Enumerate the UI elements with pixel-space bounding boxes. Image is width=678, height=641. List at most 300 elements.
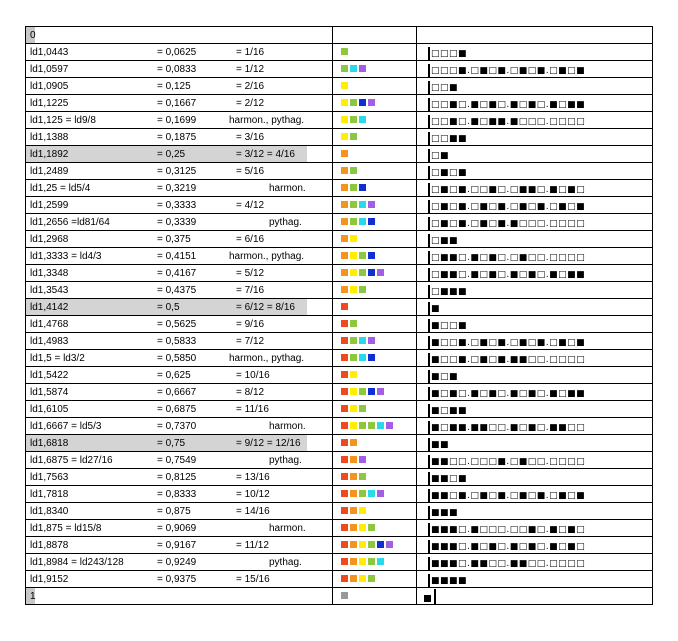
table-row (26, 214, 653, 231)
color-square (377, 388, 384, 395)
color-square (350, 456, 357, 463)
ld-label: ld1,4983 (30, 336, 69, 347)
pattern-cell[interactable] (417, 248, 653, 265)
pattern-text: □■■□.■□■□.□■□□.□□□□ (431, 253, 586, 263)
ratio-note: = 6/12 = 8/16 (236, 302, 295, 313)
start-bar (428, 387, 430, 400)
pattern-text: ■■■■ (431, 576, 468, 586)
ratio-note: = 1/12 (236, 64, 265, 75)
pattern-cell[interactable] (417, 299, 653, 316)
pattern-cell[interactable] (417, 520, 653, 537)
color-square (359, 473, 366, 480)
color-square (341, 133, 348, 140)
fraction-value: = 0,9069 (157, 523, 197, 534)
start-bar (428, 149, 430, 162)
color-square (341, 320, 348, 327)
color-square (350, 541, 357, 548)
color-square (350, 218, 357, 225)
table-row (26, 316, 653, 333)
color-square (350, 65, 357, 72)
color-square (368, 422, 375, 429)
start-bar (428, 217, 430, 230)
color-square (341, 235, 348, 242)
fraction-value: = 0,9167 (157, 540, 197, 551)
color-square (368, 99, 375, 106)
color-square (350, 490, 357, 497)
color-square (359, 65, 366, 72)
ratio-cell[interactable] (26, 163, 333, 180)
start-bar (428, 438, 430, 451)
colors-cell[interactable] (333, 486, 417, 503)
color-square (377, 422, 384, 429)
ratio-note: = 4/12 (236, 200, 265, 211)
colors-cell[interactable] (333, 78, 417, 95)
start-bar (428, 285, 430, 298)
ratio-cell[interactable] (26, 214, 333, 231)
fraction-value: = 0,4375 (157, 285, 197, 296)
color-square (350, 422, 357, 429)
start-bar (428, 234, 430, 247)
color-square (359, 252, 366, 259)
table-row (26, 248, 653, 265)
ratio-cell[interactable] (26, 486, 333, 503)
ratio-note: = 2/16 (236, 81, 265, 92)
ld-label: ld1,125 = ld9/8 (30, 115, 96, 126)
footer-cell[interactable] (26, 588, 333, 605)
start-bar (428, 81, 430, 94)
start-bar (428, 336, 430, 349)
colors-cell[interactable] (333, 350, 417, 367)
start-bar (428, 200, 430, 213)
header-colors-cell[interactable] (333, 27, 417, 44)
start-bar (428, 268, 430, 281)
color-square (341, 575, 348, 582)
color-square (350, 558, 357, 565)
color-square (350, 184, 357, 191)
color-square (377, 269, 384, 276)
table-row (26, 95, 653, 112)
ratio-cell[interactable] (26, 197, 333, 214)
colors-cell[interactable] (333, 333, 417, 350)
fraction-value: = 0,625 (157, 370, 191, 381)
table-row (26, 129, 653, 146)
color-square (368, 541, 375, 548)
start-bar (428, 472, 430, 485)
color-square (359, 99, 366, 106)
colors-cell[interactable] (333, 384, 417, 401)
fraction-value: = 0,9249 (157, 557, 197, 568)
pattern-cell[interactable] (417, 197, 653, 214)
color-square (341, 422, 348, 429)
ld-label: ld1,875 = ld15/8 (30, 523, 102, 534)
header-pattern-cell[interactable] (417, 27, 653, 44)
table-row (26, 61, 653, 78)
ratio-cell[interactable] (26, 231, 333, 248)
table-row (26, 163, 653, 180)
start-bar (428, 523, 430, 536)
ld-label: ld1,5422 (30, 370, 69, 381)
ld-label: ld1,1225 (30, 98, 69, 109)
colors-cell[interactable] (333, 180, 417, 197)
ratio-cell[interactable] (26, 78, 333, 95)
fraction-value: = 0,375 (157, 234, 191, 245)
color-square (359, 269, 366, 276)
fraction-value: = 0,1875 (157, 132, 197, 143)
ratio-cell[interactable] (26, 129, 333, 146)
ratio-note: = 9/16 (236, 319, 265, 330)
color-square (377, 558, 384, 565)
colors-cell[interactable] (333, 197, 417, 214)
start-bar (428, 506, 430, 519)
table-row (26, 503, 653, 520)
ratio-note: = 9/12 = 12/16 (236, 438, 301, 449)
start-bar (428, 115, 430, 128)
pattern-text: □□■■ (431, 134, 468, 144)
color-square (341, 201, 348, 208)
table-row (26, 146, 653, 163)
table-row (26, 571, 653, 588)
colors-cell[interactable] (333, 44, 417, 61)
color-square (359, 405, 366, 412)
ld-label: ld1,6818 (30, 438, 69, 449)
ratio-note: = 3/16 (236, 132, 265, 143)
colors-cell[interactable] (333, 248, 417, 265)
fraction-value: = 0,1667 (157, 98, 197, 109)
colors-cell[interactable] (333, 129, 417, 146)
pattern-cell[interactable] (417, 163, 653, 180)
color-square (368, 575, 375, 582)
ratio-note: harmon., pythag. (229, 115, 305, 126)
ld-label: ld1,5 = ld3/2 (30, 353, 85, 364)
color-square (368, 490, 375, 497)
ratio-cell[interactable] (26, 435, 333, 452)
pattern-text: □□■□.■□■□.■□■□.■□■■ (431, 100, 586, 110)
ld-label: ld1,0443 (30, 47, 69, 58)
table-row (26, 486, 653, 503)
color-square (359, 218, 366, 225)
ratio-note: = 11/12 (236, 540, 269, 551)
colors-cell[interactable] (333, 418, 417, 435)
color-square (359, 507, 366, 514)
ld-label: ld1,0597 (30, 64, 69, 75)
color-square (350, 354, 357, 361)
ratio-table-body (26, 27, 653, 605)
ratio-note: = 11/16 (236, 404, 269, 415)
color-square (350, 371, 357, 378)
color-square (341, 371, 348, 378)
pattern-cell[interactable] (417, 44, 653, 61)
ratio-cell[interactable] (26, 452, 333, 469)
ratio-note: = 13/16 (236, 472, 270, 483)
table-row (26, 367, 653, 384)
fraction-value: = 0,8125 (157, 472, 197, 483)
color-square (341, 116, 348, 123)
pattern-cell[interactable] (417, 350, 653, 367)
ratio-note: = 2/12 (236, 98, 265, 109)
ratio-cell[interactable] (26, 350, 333, 367)
ratio-cell[interactable] (26, 537, 333, 554)
ratio-cell[interactable] (26, 503, 333, 520)
ratio-note: pythag. (269, 557, 302, 568)
start-bar (428, 319, 430, 332)
table-row (26, 520, 653, 537)
ratio-cell[interactable] (26, 571, 333, 588)
ratio-table (25, 26, 653, 605)
color-square (341, 337, 348, 344)
color-square (350, 201, 357, 208)
pattern-cell[interactable] (417, 129, 653, 146)
color-square (368, 524, 375, 531)
color-square (359, 388, 366, 395)
ratio-cell[interactable] (26, 146, 333, 163)
color-square (350, 269, 357, 276)
ratio-cell[interactable] (26, 316, 333, 333)
colors-cell[interactable] (333, 146, 417, 163)
colors-cell[interactable] (333, 95, 417, 112)
ld-label: ld1,8878 (30, 540, 69, 551)
color-square (359, 575, 366, 582)
color-square (377, 490, 384, 497)
ld-label: ld1,4768 (30, 319, 69, 330)
color-square (359, 116, 366, 123)
ld-label: ld1,5874 (30, 387, 69, 398)
table-row (26, 180, 653, 197)
color-square (359, 422, 366, 429)
colors-cell[interactable] (333, 316, 417, 333)
pattern-cell[interactable] (417, 588, 653, 605)
color-square (386, 541, 393, 548)
pattern-cell[interactable] (417, 214, 653, 231)
start-bar (428, 370, 430, 383)
color-square (341, 558, 348, 565)
color-square (350, 575, 357, 582)
pattern-cell[interactable] (417, 571, 653, 588)
fraction-value: = 0,125 (157, 81, 191, 92)
ratio-cell[interactable] (26, 95, 333, 112)
ld-label: ld1,2489 (30, 166, 69, 177)
header-label: 0 (30, 30, 36, 41)
ratio-cell[interactable] (26, 418, 333, 435)
ratio-note: harmon. (269, 523, 306, 534)
color-square (350, 337, 357, 344)
color-square (341, 48, 348, 55)
pattern-text: ■■□■ (431, 474, 468, 484)
color-square (359, 184, 366, 191)
pattern-cell[interactable] (417, 231, 653, 248)
colors-cell[interactable] (333, 469, 417, 486)
table-row (26, 265, 653, 282)
fraction-value: = 0,5833 (157, 336, 197, 347)
pattern-cell[interactable] (417, 282, 653, 299)
ratio-note: = 14/16 (236, 506, 270, 517)
pattern-cell[interactable] (417, 95, 653, 112)
table-row (26, 537, 653, 554)
fraction-value: = 0,0833 (157, 64, 197, 75)
color-square (341, 184, 348, 191)
pattern-text: ■■□■.□■□■.□■□■.□■□■ (431, 491, 586, 501)
table-row (26, 435, 653, 452)
color-square (350, 116, 357, 123)
colors-cell[interactable] (333, 452, 417, 469)
color-square (386, 422, 393, 429)
ratio-cell[interactable] (26, 112, 333, 129)
pattern-cell[interactable] (417, 418, 653, 435)
ratio-cell[interactable] (26, 180, 333, 197)
color-square (368, 558, 375, 565)
ld-label: ld1,7563 (30, 472, 69, 483)
color-square (341, 507, 348, 514)
pattern-cell[interactable] (417, 384, 653, 401)
ratio-note: = 3/12 = 4/16 (236, 149, 295, 160)
ratio-note: = 8/12 (236, 387, 265, 398)
pattern-cell[interactable] (417, 554, 653, 571)
colors-cell[interactable] (333, 520, 417, 537)
pattern-cell[interactable] (417, 146, 653, 163)
ratio-note: = 10/16 (236, 370, 270, 381)
pattern-cell[interactable] (417, 180, 653, 197)
pattern-text: ■■■□.■□■□.■□■□.■□■□ (431, 542, 586, 552)
ratio-note: = 5/12 (236, 268, 265, 279)
ratio-note: = 7/16 (236, 285, 265, 296)
pattern-cell[interactable] (417, 112, 653, 129)
ratio-note: harmon., pythag. (229, 353, 305, 364)
pattern-cell[interactable] (417, 333, 653, 350)
color-square (341, 99, 348, 106)
ld-label: ld1,3543 (30, 285, 69, 296)
color-square (359, 524, 366, 531)
colors-cell[interactable] (333, 503, 417, 520)
color-square (350, 99, 357, 106)
color-square (341, 65, 348, 72)
ratio-cell[interactable] (26, 299, 333, 316)
pattern-cell[interactable] (417, 316, 653, 333)
colors-cell[interactable] (333, 299, 417, 316)
table-row (26, 112, 653, 129)
ratio-cell[interactable] (26, 265, 333, 282)
colors-cell[interactable] (333, 265, 417, 282)
ld-label: ld1,3348 (30, 268, 69, 279)
ratio-cell[interactable] (26, 367, 333, 384)
color-square (341, 439, 348, 446)
color-square (350, 320, 357, 327)
ratio-cell[interactable] (26, 282, 333, 299)
ld-label: ld1,6105 (30, 404, 69, 415)
color-square (341, 524, 348, 531)
colors-cell[interactable] (333, 282, 417, 299)
table-row (26, 384, 653, 401)
colors-cell[interactable] (333, 231, 417, 248)
colors-cell[interactable] (333, 435, 417, 452)
color-square (368, 337, 375, 344)
fraction-value: = 0,875 (157, 506, 191, 517)
color-square (368, 252, 375, 259)
pattern-cell[interactable] (417, 265, 653, 282)
header-cell[interactable] (26, 27, 333, 44)
ratio-cell[interactable] (26, 520, 333, 537)
colors-cell[interactable] (333, 554, 417, 571)
colors-cell[interactable] (333, 112, 417, 129)
fraction-value: = 0,5850 (157, 353, 197, 364)
start-bar (428, 353, 430, 366)
ratio-cell[interactable] (26, 333, 333, 350)
start-bar (428, 404, 430, 417)
colors-cell[interactable] (333, 571, 417, 588)
pattern-text: □■□■.□■□■.□■□■.□■□■ (431, 202, 586, 212)
colors-cell[interactable] (333, 163, 417, 180)
color-square (377, 541, 384, 548)
pattern-cell[interactable] (417, 537, 653, 554)
pattern-text: □■□■.□■□■.■□□□.□□□□ (431, 219, 586, 229)
pattern-cell[interactable] (417, 61, 653, 78)
colors-cell[interactable] (333, 367, 417, 384)
footer-label: 1 (30, 591, 36, 602)
pattern-text: ■□■ (431, 372, 459, 382)
pattern-cell[interactable] (417, 503, 653, 520)
ld-label: ld1,25 = ld5/4 (30, 183, 91, 194)
ratio-cell[interactable] (26, 469, 333, 486)
color-square (368, 269, 375, 276)
pattern-cell[interactable] (417, 78, 653, 95)
ratio-note: pythag. (269, 455, 302, 466)
colors-cell[interactable] (333, 214, 417, 231)
colors-cell[interactable] (333, 401, 417, 418)
table-row (26, 333, 653, 350)
pattern-text: ■□■■.■■□□.■□■□.■■□□ (431, 423, 586, 433)
table-row (26, 231, 653, 248)
ratio-note: = 5/16 (236, 166, 265, 177)
pattern-cell[interactable] (417, 452, 653, 469)
start-bar (428, 489, 430, 502)
ratio-cell[interactable] (26, 554, 333, 571)
color-square (341, 218, 348, 225)
pattern-cell[interactable] (417, 367, 653, 384)
ratio-note: = 6/16 (236, 234, 265, 245)
ratio-note: = 15/16 (236, 574, 270, 585)
table-row (26, 78, 653, 95)
color-square (359, 456, 366, 463)
ratio-note: = 1/16 (236, 47, 265, 58)
color-square (341, 150, 348, 157)
pattern-cell[interactable] (417, 435, 653, 452)
pattern-text: □□□■ (431, 49, 468, 59)
pattern-text: ■■■□.■■□□.■■□□.□□□□ (431, 559, 586, 569)
pattern-cell[interactable] (417, 486, 653, 503)
ratio-cell[interactable] (26, 61, 333, 78)
start-bar (428, 302, 430, 315)
colors-cell[interactable] (333, 61, 417, 78)
color-square (341, 286, 348, 293)
pattern-text: □■ (431, 151, 450, 161)
color-square (350, 235, 357, 242)
color-square (341, 541, 348, 548)
pattern-text: □■□■ (431, 168, 468, 178)
pattern-cell[interactable] (417, 469, 653, 486)
colors-cell[interactable] (333, 588, 417, 605)
ratio-cell[interactable] (26, 384, 333, 401)
ratio-cell[interactable] (26, 44, 333, 61)
color-square (341, 592, 348, 599)
color-square (359, 354, 366, 361)
ratio-cell[interactable] (26, 248, 333, 265)
colors-cell[interactable] (333, 537, 417, 554)
color-square (368, 354, 375, 361)
pattern-cell[interactable] (417, 401, 653, 418)
ratio-cell[interactable] (26, 401, 333, 418)
end-bar (434, 589, 436, 604)
color-square (350, 388, 357, 395)
start-bar (428, 183, 430, 196)
table-row (26, 350, 653, 367)
